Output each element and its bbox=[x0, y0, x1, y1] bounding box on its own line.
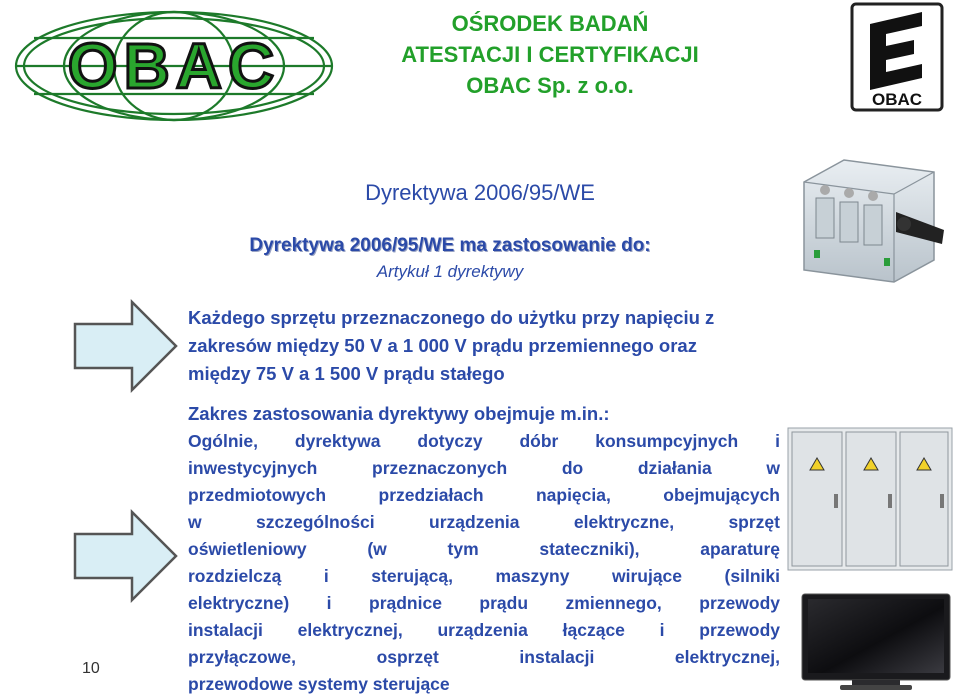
paragraph-line: Każdego sprzętu przeznaczonego do użytku przy napięciu z bbox=[188, 307, 715, 328]
paragraph-line: przewodowe systemy sterujące bbox=[188, 674, 450, 694]
arrow-right-icon bbox=[72, 298, 180, 394]
paragraph-line: rozdzielczą i sterującą, maszyny wirujące (silniki bbox=[188, 566, 780, 586]
org-line-1: OŚRODEK BADAŃ bbox=[451, 11, 649, 36]
paragraph-line: oświetleniowy (w tym stateczniki), aparaturę bbox=[188, 539, 780, 559]
flat-screen-tv-image bbox=[800, 592, 952, 692]
paragraph-line: elektryczne) i prądnice prądu zmiennego, przewody bbox=[188, 593, 780, 613]
ce-obac-logo bbox=[850, 2, 944, 112]
obac-logo-left bbox=[4, 6, 344, 126]
paragraph-line: instalacji elektrycznej, urządzenia łączące i przewody bbox=[188, 620, 780, 640]
paragraph-line: Ogólnie, dyrektywa dotyczy dóbr konsumpcyjnych i bbox=[188, 431, 780, 451]
electrical-cabinets-image bbox=[784, 424, 956, 574]
obac-logo-text: OBAC bbox=[67, 30, 281, 102]
paragraph-line: przyłączowe, osprzęt instalacji elektrycznej, bbox=[188, 647, 780, 667]
organisation-name bbox=[340, 8, 760, 101]
scope-paragraph bbox=[188, 428, 780, 698]
ce-logo-text: OBAC bbox=[871, 90, 923, 109]
paragraph-line: między 75 V a 1 500 V prądu stałego bbox=[188, 363, 505, 384]
circuit-breaker-image bbox=[784, 142, 954, 292]
slide-title: Dyrektywa 2006/95/WE bbox=[365, 180, 595, 205]
article-reference: Artykuł 1 dyrektywy bbox=[376, 262, 524, 281]
paragraph-line: w szczególności urządzenia elektryczne, sprzęt bbox=[188, 512, 780, 532]
scope-heading: Zakres zastosowania dyrektywy obejmuje m.in.: bbox=[188, 403, 610, 424]
org-line-2: ATESTACJI I CERTYFIKACJI bbox=[401, 42, 699, 67]
page-number: 10 bbox=[82, 660, 100, 677]
paragraph-line: inwestycyjnych przeznaczonych do działania w bbox=[188, 458, 780, 478]
paragraph-line: przedmiotowych przedziałach napięcia, obejmujących bbox=[188, 485, 780, 505]
org-line-3: OBAC Sp. z o.o. bbox=[466, 73, 634, 98]
arrow-right-icon bbox=[72, 508, 180, 604]
paragraph-line: zakresów między 50 V a 1 000 V prądu przemiennego oraz bbox=[188, 335, 697, 356]
slide-subtitle: Dyrektywa 2006/95/WE ma zastosowanie do: bbox=[249, 235, 651, 256]
voltage-range-paragraph bbox=[188, 304, 828, 388]
